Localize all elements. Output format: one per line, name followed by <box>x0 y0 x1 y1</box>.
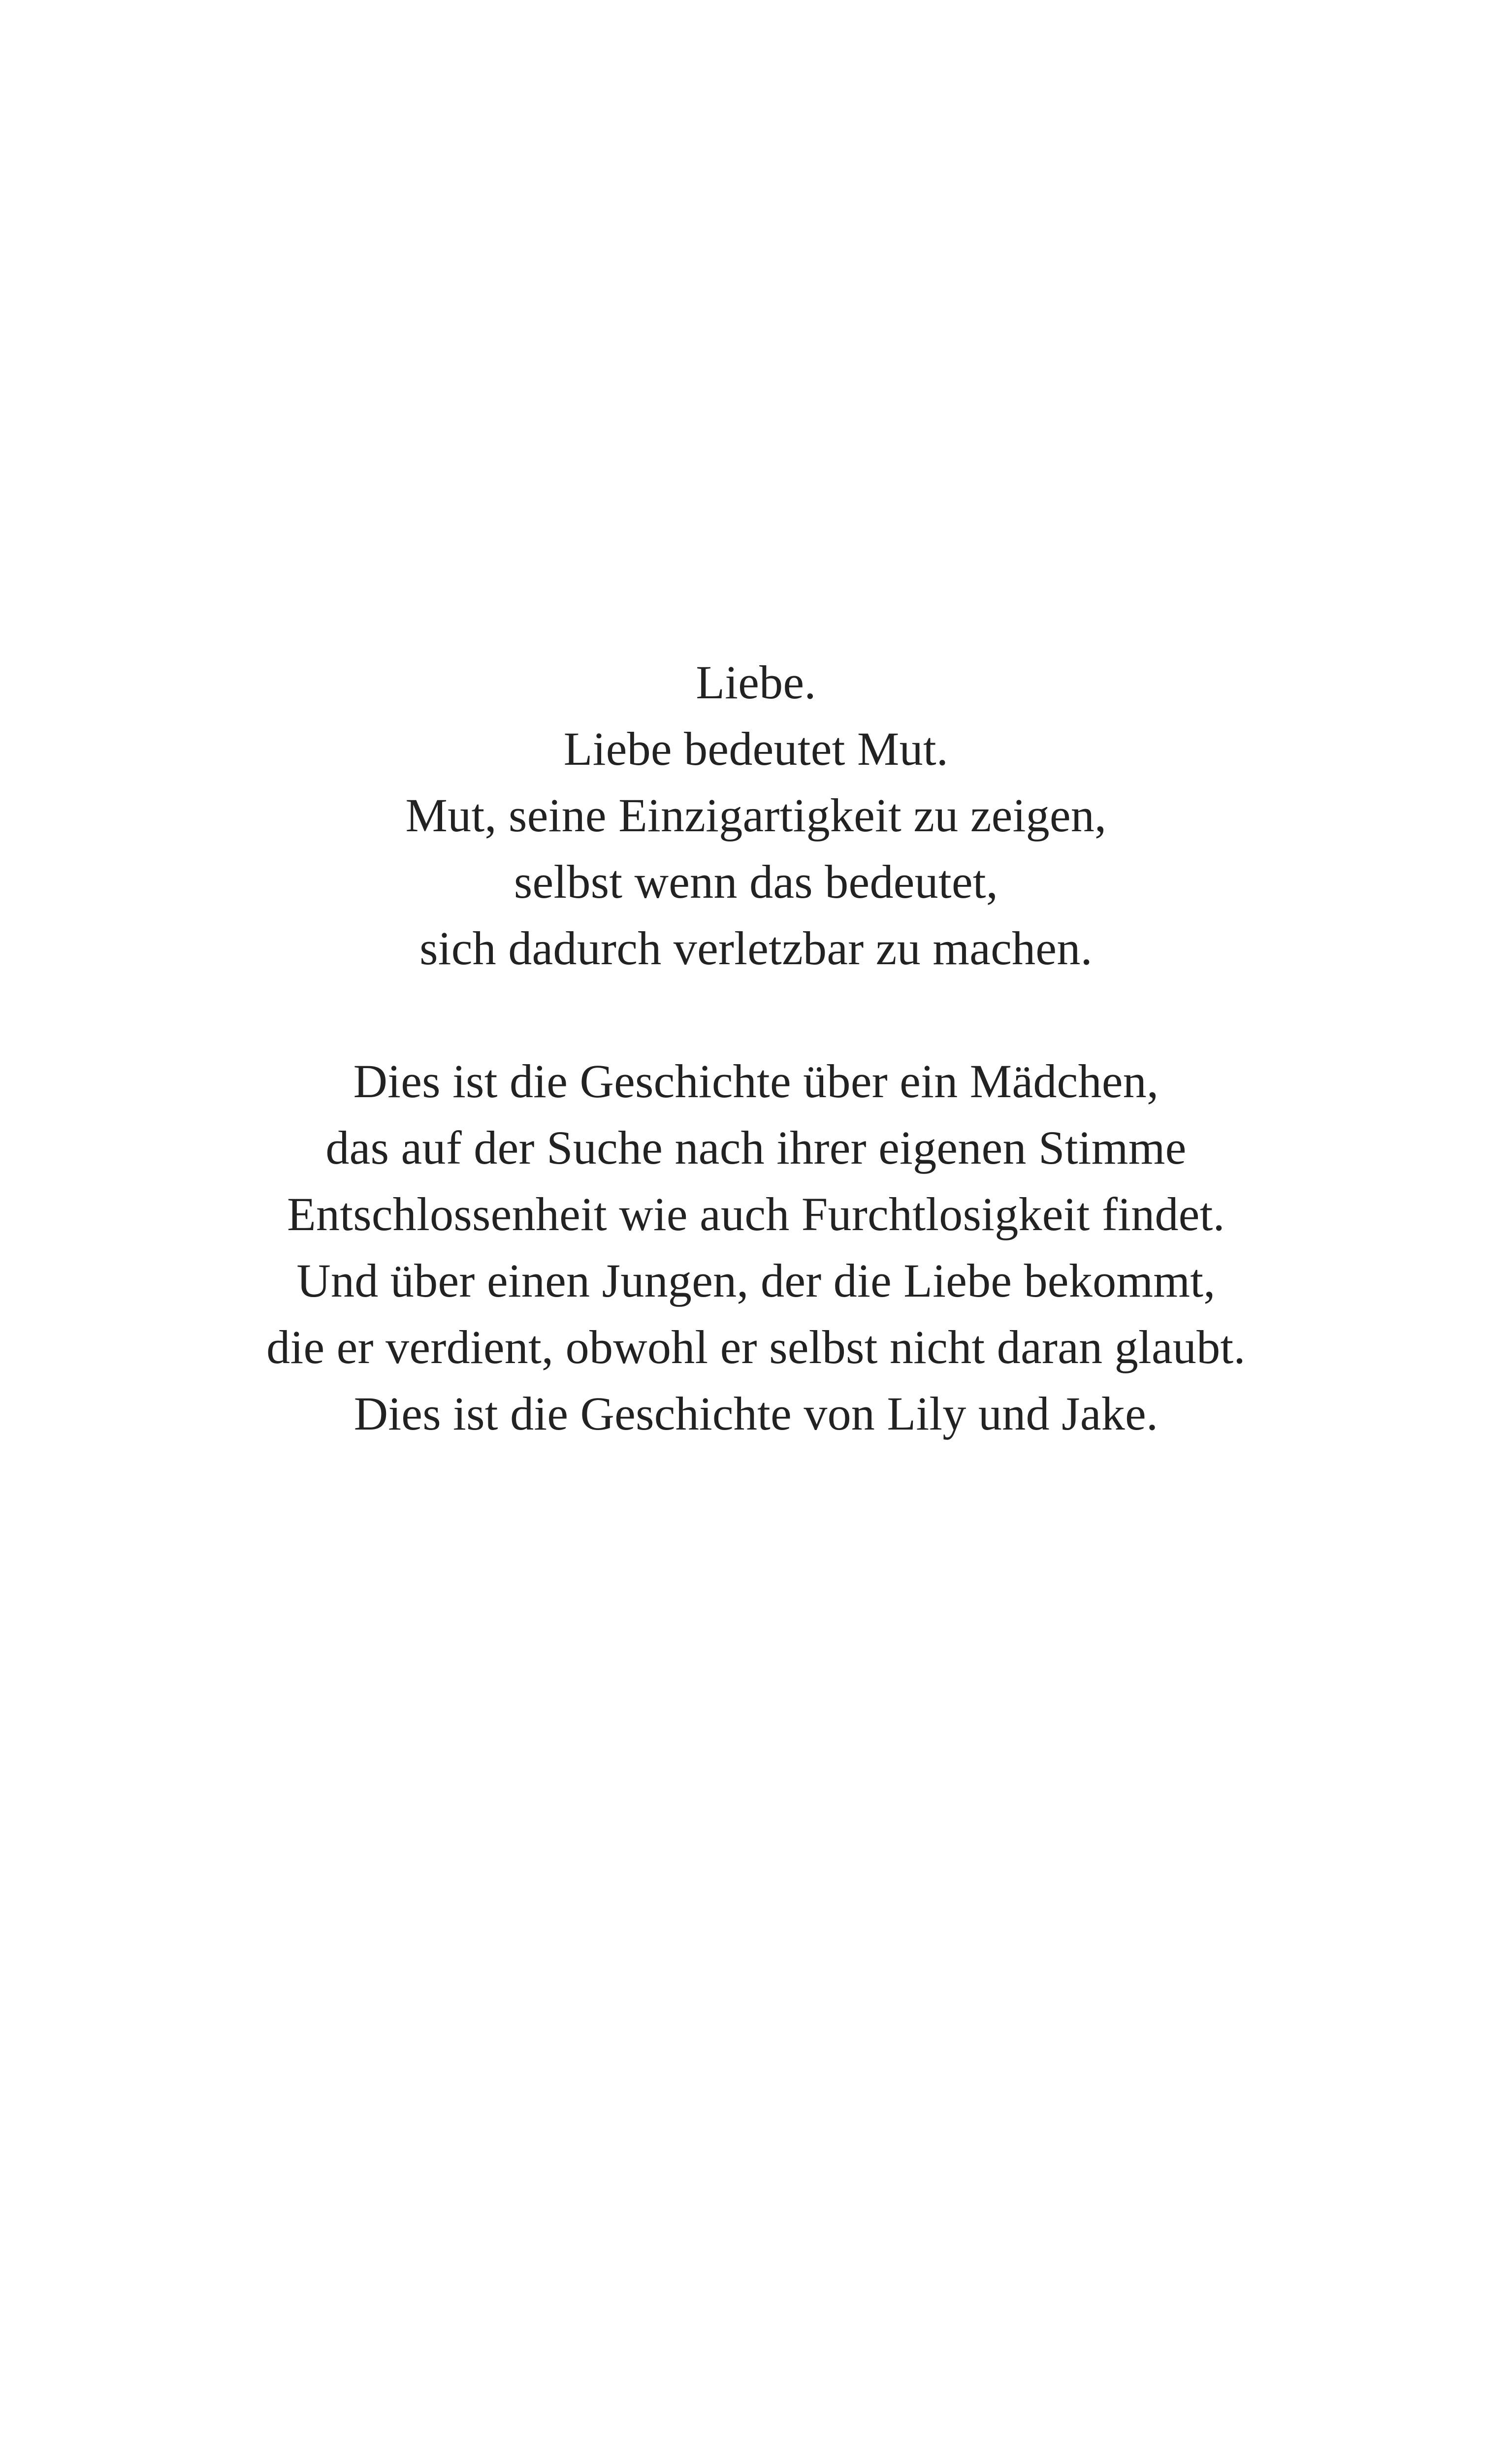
stanza-line: die er verdient, obwohl er selbst nicht daran glaubt. <box>266 1321 1246 1373</box>
stanza-line: selbst wenn das bedeutet, <box>514 855 998 908</box>
stanza-line: Dies ist die Geschichte von Lily und Jake. <box>354 1387 1158 1440</box>
stanza-line: Liebe bedeutet Mut. <box>563 722 949 775</box>
stanza-line: Und über einen Jungen, der die Liebe bekommt, <box>296 1254 1216 1307</box>
stanza-2 <box>0 1048 1512 1447</box>
stanza-line: das auf der Suche nach ihrer eigenen Stimme <box>325 1121 1187 1174</box>
stanza-line: Liebe. <box>696 656 816 709</box>
stanza-line: Entschlossenheit wie auch Furchtlosigkeit findet. <box>287 1188 1225 1240</box>
stanza-line: sich dadurch verletzbar zu machen. <box>419 922 1093 975</box>
stanza-line: Dies ist die Geschichte über ein Mädchen, <box>353 1055 1159 1107</box>
stanza-1 <box>0 649 1512 981</box>
stanza-line: Mut, seine Einzigartigkeit zu zeigen, <box>405 789 1107 842</box>
